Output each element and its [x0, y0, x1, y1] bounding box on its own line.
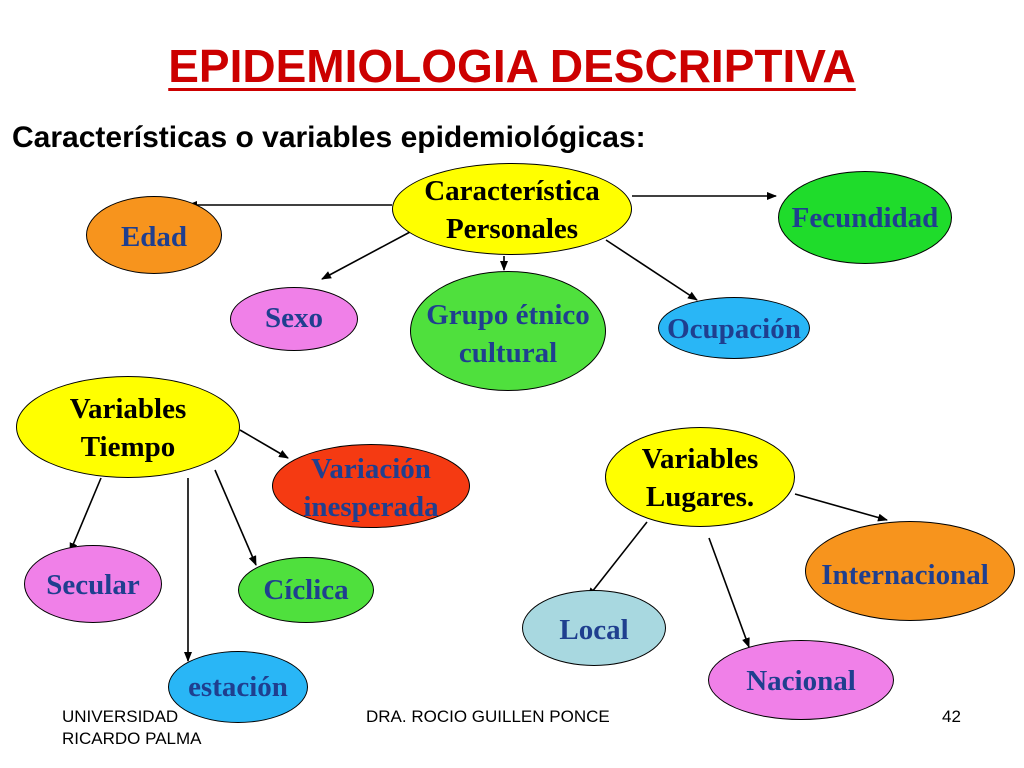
label-variacion: Variación inesperada [303, 453, 439, 523]
label-estacion: estación [188, 671, 288, 703]
label-internacional: Internacional [821, 559, 989, 591]
label-lugares: Variables Lugares. [641, 443, 759, 513]
arrow-lugares-to-local [588, 522, 647, 597]
label-grupo: Grupo étnico cultural [426, 299, 590, 369]
arrow-personales-to-ocupacion [606, 240, 697, 300]
slide-subtitle: Características o variables epidemiológicas: [12, 121, 646, 154]
arrow-lugares-to-nacional [709, 538, 749, 647]
arrow-tiempo-to-secular [70, 478, 101, 552]
label-local: Local [559, 614, 629, 646]
footer-page-number: 42 [942, 707, 961, 726]
arrow-lugares-to-internacional [795, 494, 887, 520]
label-tiempo: Variables Tiempo [69, 393, 187, 463]
label-secular: Secular [46, 569, 140, 601]
footer-institution: UNIVERSIDAD RICARDO PALMA [62, 707, 202, 748]
label-edad: Edad [120, 221, 188, 253]
label-ciclica: Cíclica [263, 574, 349, 606]
footer-author: DRA. ROCIO GUILLEN PONCE [366, 707, 610, 726]
slide-title: EPIDEMIOLOGIA DESCRIPTIVA [168, 40, 856, 92]
label-fecundidad: Fecundidad [791, 202, 939, 234]
label-sexo: Sexo [265, 302, 323, 334]
label-ocupacion: Ocupación [667, 313, 801, 345]
label-personales: Característica Personales [424, 175, 600, 245]
label-nacional: Nacional [746, 665, 856, 697]
arrow-tiempo-to-ciclica [215, 470, 256, 565]
